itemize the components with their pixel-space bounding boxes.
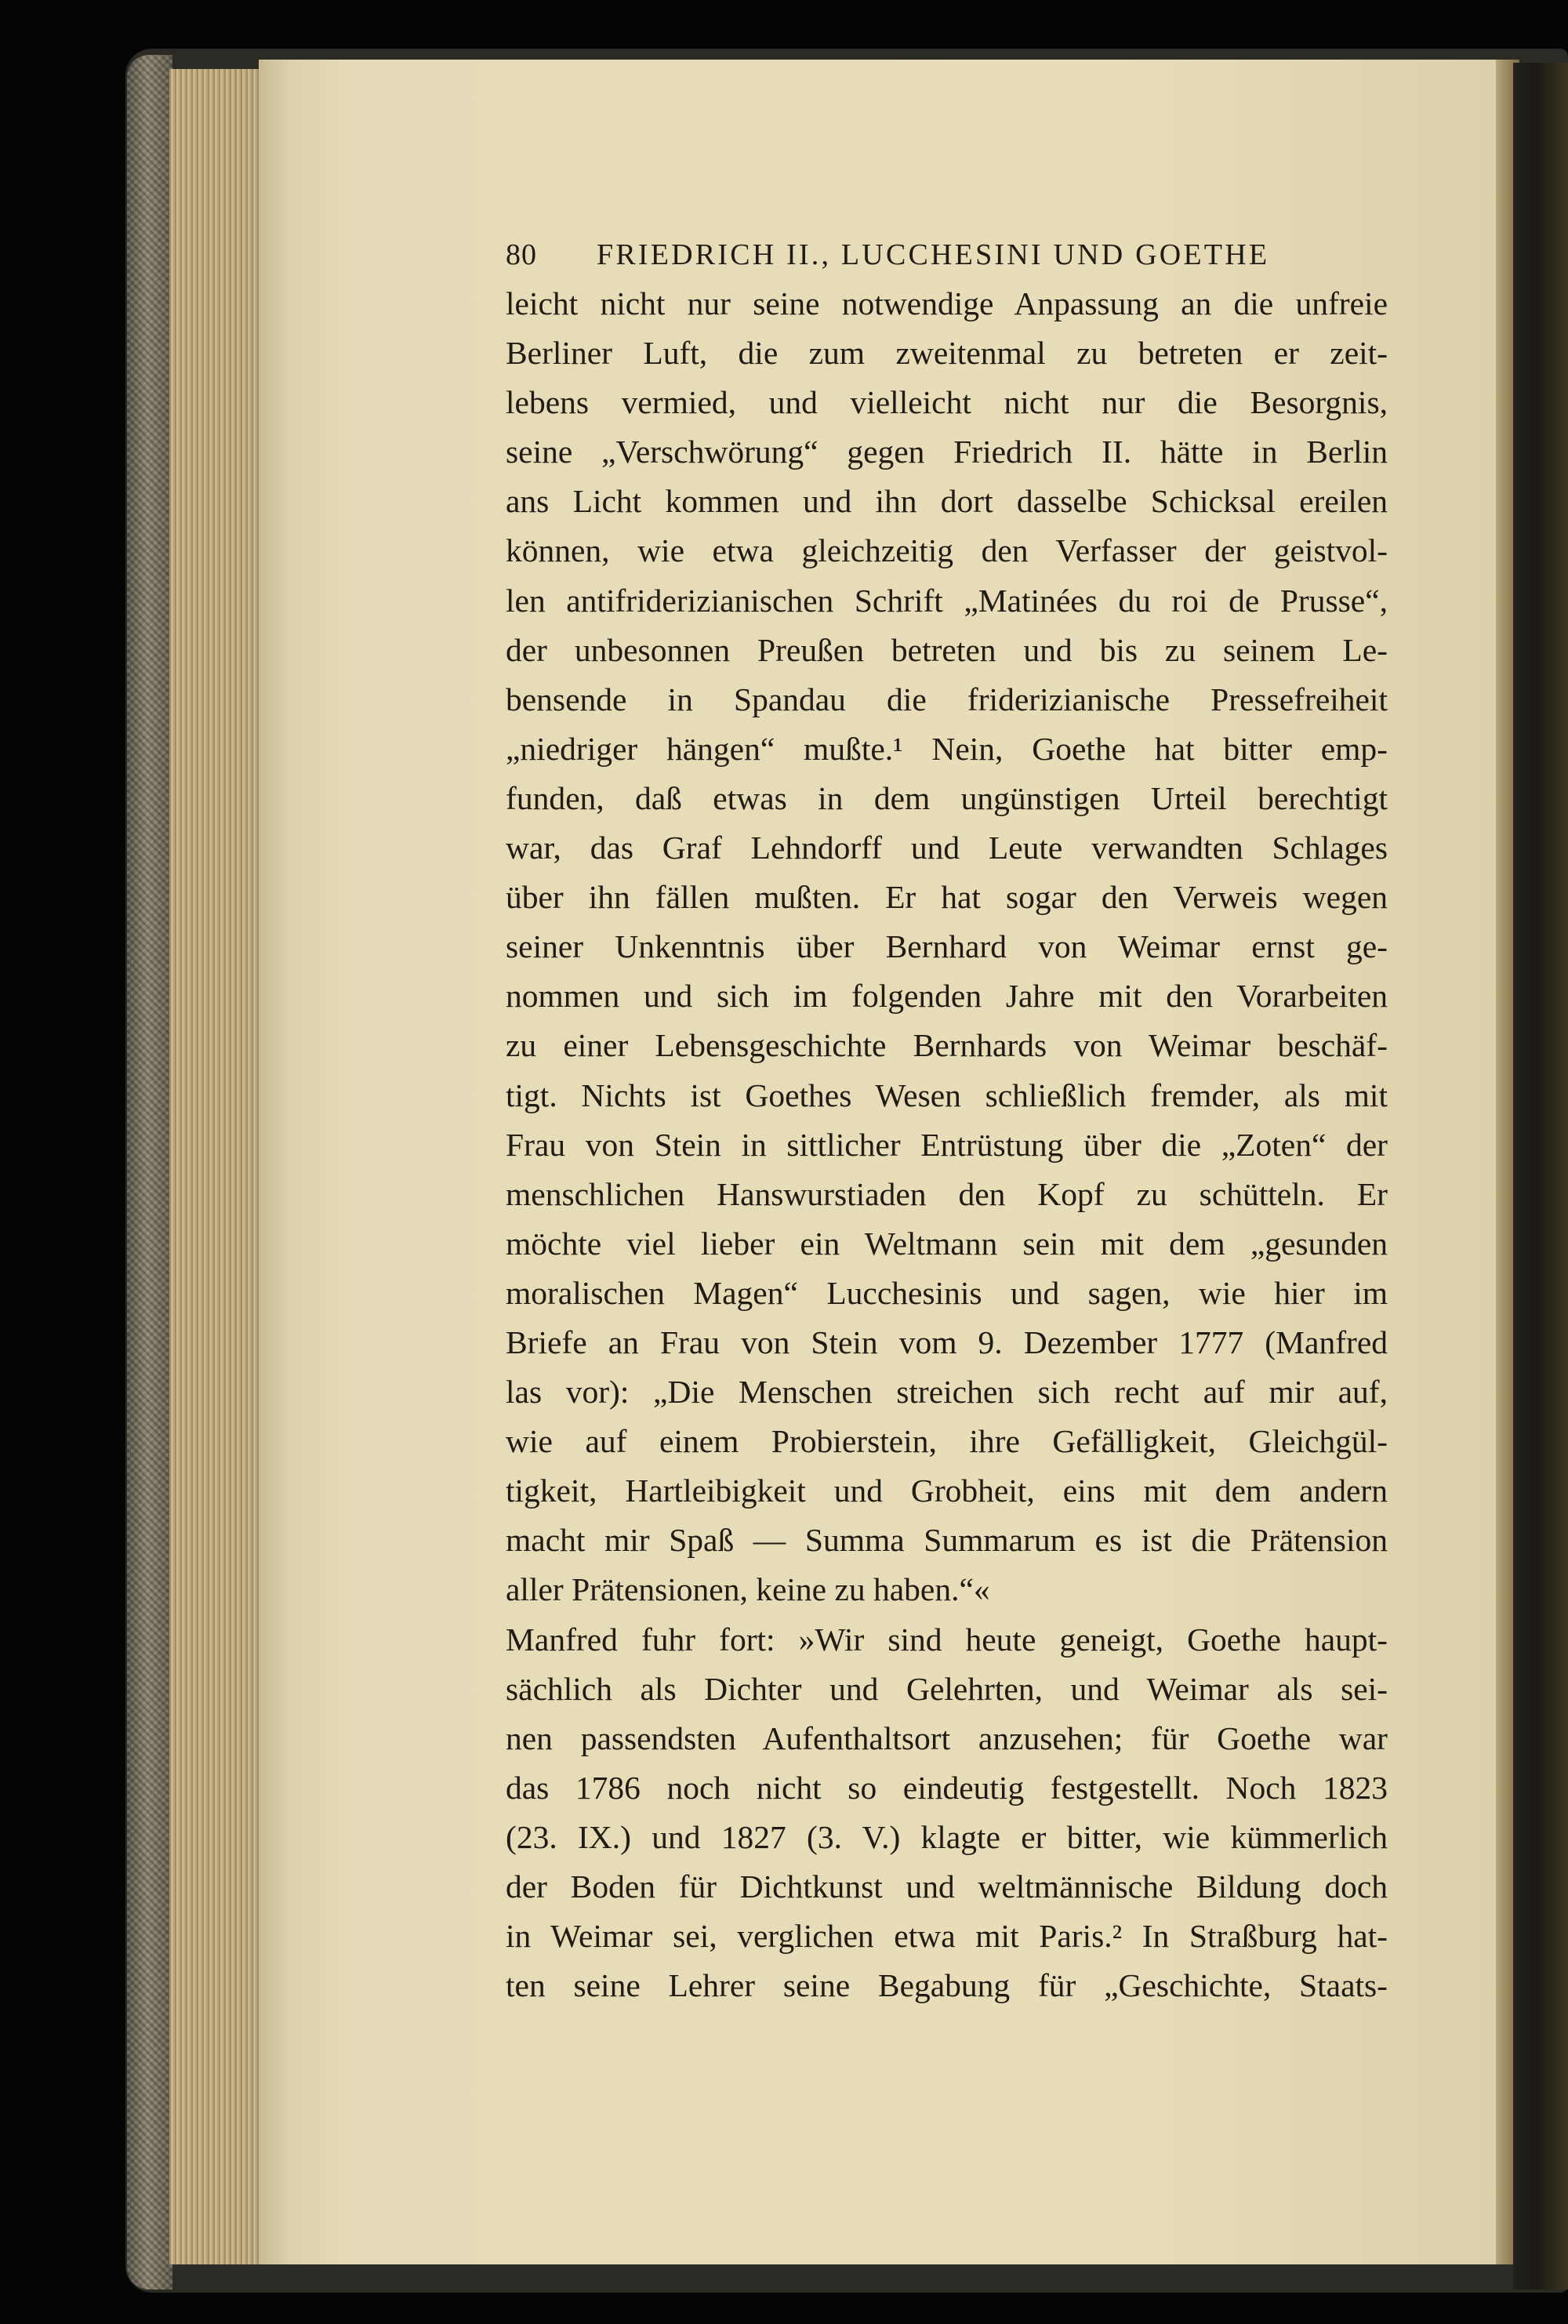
page-text bbox=[506, 232, 1388, 2010]
text-line: seine „Verschwörung“ gegen Friedrich II. hätte in Berlin bbox=[506, 434, 1388, 470]
text-line: in Weimar sei, verglichen etwa mit Paris.² In Straßburg hat- bbox=[506, 1918, 1388, 1955]
text-line: Briefe an Frau von Stein vom 9. Dezember 1777 (Manfred bbox=[506, 1324, 1388, 1360]
page-edges bbox=[169, 69, 263, 2264]
text-line: lebens vermied, und vielleicht nicht nur die Besorgnis, bbox=[506, 384, 1388, 421]
text-line: Berliner Luft, die zum zweitenmal zu betreten er zeit- bbox=[506, 335, 1388, 372]
text-line: Manfred fuhr fort: »Wir sind heute geneigt, Goethe haupt- bbox=[506, 1621, 1388, 1658]
text-line: über ihn fällen mußten. Er hat sogar den Verweis wegen bbox=[506, 879, 1388, 916]
page-number: 80 bbox=[506, 238, 537, 271]
text-line: zu einer Lebensgeschichte Bernhards von Weimar beschäf- bbox=[506, 1027, 1388, 1064]
book-spine bbox=[127, 55, 172, 2290]
text-line: „niedriger hängen“ mußte.¹ Nein, Goethe hat bitter emp- bbox=[506, 730, 1388, 767]
facing-cover-edge bbox=[1513, 63, 1568, 2290]
text-line: tigt. Nichts ist Goethes Wesen schließlich fremder, als mit bbox=[506, 1077, 1388, 1113]
text-line: menschlichen Hanswurstiaden den Kopf zu schütteln. Er bbox=[506, 1175, 1388, 1212]
text-line: können, wie etwa gleichzeitig den Verfasser der geistvol- bbox=[506, 532, 1388, 569]
text-line: Frau von Stein in sittlicher Entrüstung über die „Zoten“ der bbox=[506, 1126, 1388, 1163]
text-line: war, das Graf Lehndorff und Leute verwandten Schlages bbox=[506, 830, 1388, 866]
text-line: sächlich als Dichter und Gelehrten, und Weimar als sei- bbox=[506, 1670, 1388, 1707]
text-line: wie auf einem Probierstein, ihre Gefälligkeit, Gleichgül- bbox=[506, 1423, 1388, 1460]
text-line: möchte viel lieber ein Weltmann sein mit dem „gesunden bbox=[506, 1225, 1388, 1262]
text-line: nommen und sich im folgenden Jahre mit den Vorarbeiten bbox=[506, 978, 1388, 1015]
text-line: leicht nicht nur seine notwendige Anpassung an die unfreie bbox=[506, 285, 1388, 321]
text-line: bensende in Spandau die friderizianische Pressefreiheit bbox=[506, 681, 1388, 717]
body-text bbox=[506, 279, 1388, 2010]
text-line: ten seine Lehrer seine Begabung für „Geschichte, Staats- bbox=[506, 1967, 1388, 2004]
text-line: las vor): „Die Menschen streichen sich recht auf mir auf, bbox=[506, 1374, 1388, 1411]
text-line: macht mir Spaß — Summa Summarum es ist die Prätension bbox=[506, 1522, 1388, 1559]
text-line: seiner Unkenntnis über Bernhard von Weimar ernst ge- bbox=[506, 928, 1388, 965]
text-line: len antifriderizianischen Schrift „Matinées du roi de Prusse“, bbox=[506, 582, 1388, 619]
text-line: ans Licht kommen und ihn dort dasselbe Schicksal ereilen bbox=[506, 483, 1388, 520]
text-line: aller Prätensionen, keine zu haben.“« bbox=[506, 1571, 990, 1608]
text-line: der Boden für Dichtkunst und weltmännische Bildung doch bbox=[506, 1868, 1388, 1905]
text-line: (23. IX.) und 1827 (3. V.) klagte er bitter, wie kümmerlich bbox=[506, 1818, 1388, 1855]
text-line: der unbesonnen Preußen betreten und bis zu seinem Le- bbox=[506, 631, 1388, 668]
chapter-title: FRIEDRICH II., LUCCHESINI UND GOETHE bbox=[597, 238, 1270, 271]
text-line: nen passendsten Aufenthaltsort anzusehen; für Goethe war bbox=[506, 1719, 1388, 1756]
text-line: funden, daß etwas in dem ungünstigen Urteil berechtigt bbox=[506, 779, 1388, 816]
running-head bbox=[506, 232, 1388, 278]
text-line: das 1786 noch nicht so eindeutig festgestellt. Noch 1823 bbox=[506, 1769, 1388, 1806]
text-line: tigkeit, Hartleibigkeit und Grobheit, eins mit dem andern bbox=[506, 1472, 1388, 1509]
text-line: moralischen Magen“ Lucchesinis und sagen, wie hier im bbox=[506, 1274, 1388, 1311]
